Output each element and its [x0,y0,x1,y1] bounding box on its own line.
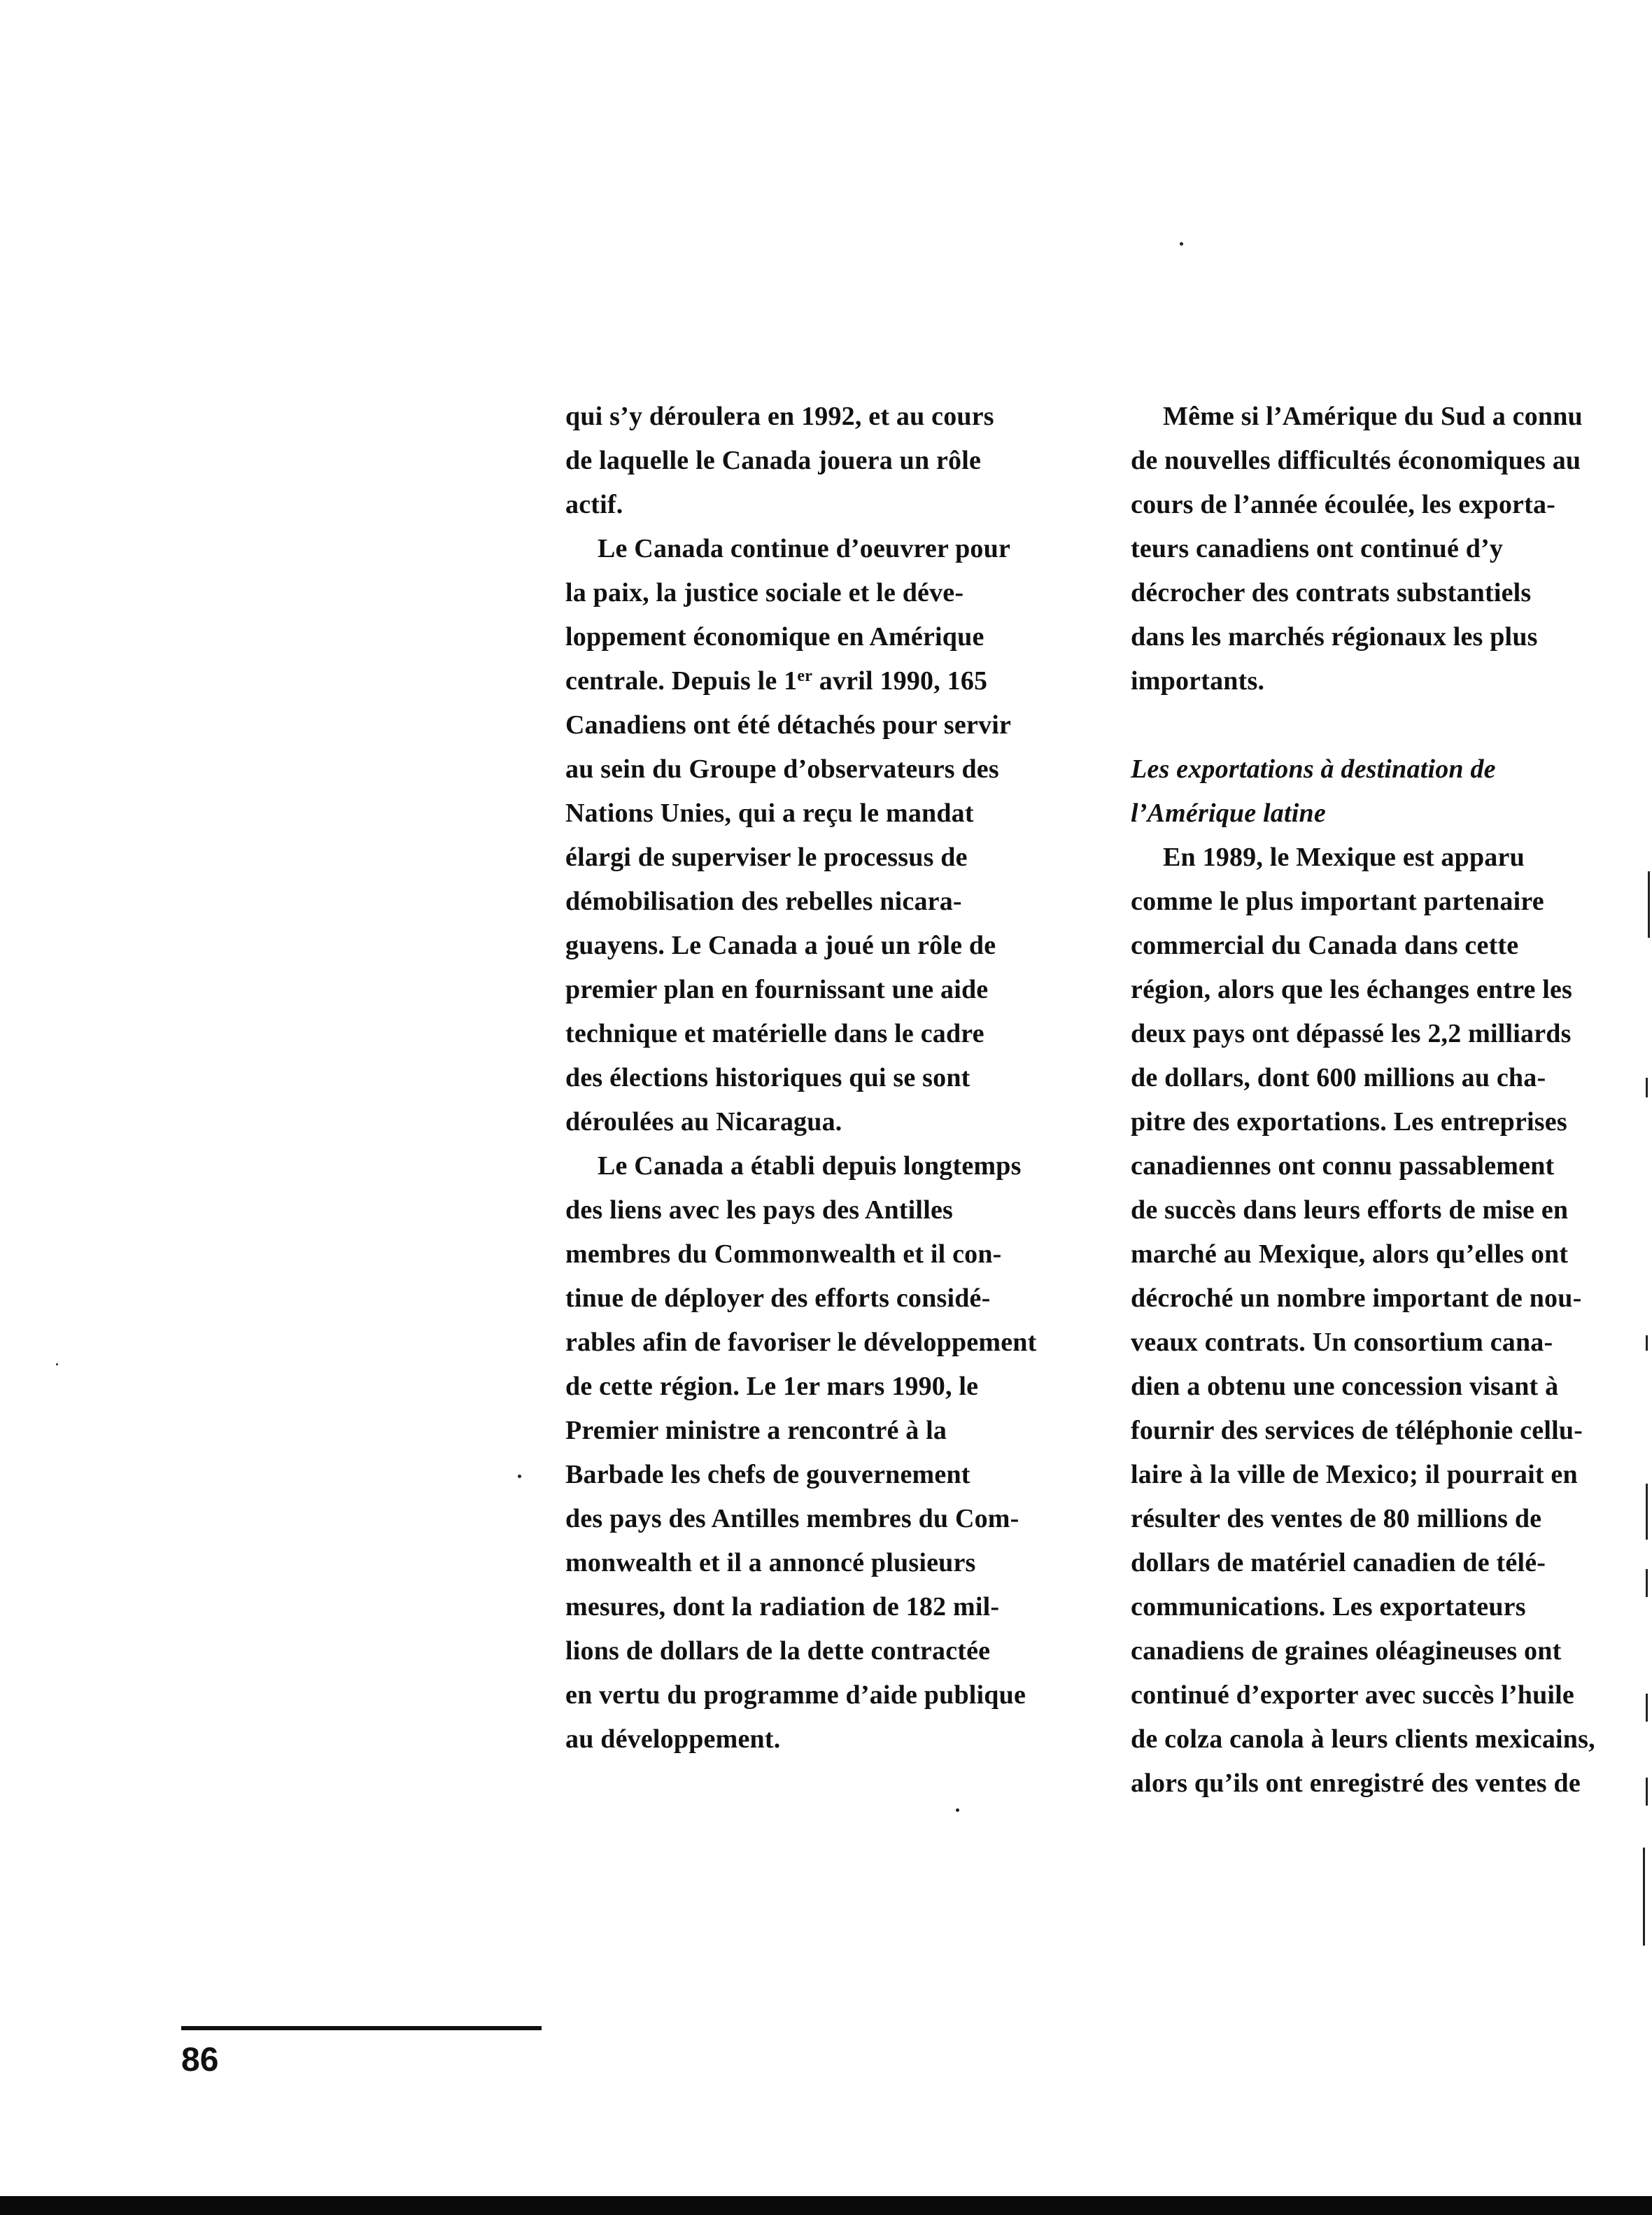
scan-edge-mark [1646,1569,1648,1597]
scan-speck [56,1363,58,1365]
text-line: Premier ministre a rencontré à la [565,1416,947,1445]
text-line: pitre des exportations. Les entreprises [1131,1107,1567,1137]
text-line: de nouvelles difficultés économiques au [1131,446,1581,475]
text-line: canadiens de graines oléagineuses ont [1131,1636,1562,1666]
text-line: loppement économique en Amérique [565,622,984,652]
text-line: des pays des Antilles membres du Com- [565,1504,1019,1533]
scan-bottom-border [0,2196,1652,2215]
text-line: laire à la ville de Mexico; il pourrait en [1131,1460,1578,1489]
text-line: tinue de déployer des efforts considé- [565,1284,991,1313]
text-line: Canadiens ont été détachés pour servir [565,710,1012,740]
scan-edge-mark [1643,1848,1645,1946]
scan-edge-mark [1646,1078,1648,1097]
text-line: veaux contrats. Un consortium cana- [1131,1328,1553,1357]
text-fragment: centrale. Depuis le 1 [565,666,798,696]
scan-edge-mark [1646,1335,1648,1351]
scan-speck [1180,242,1183,246]
text-line: la paix, la justice sociale et le déve- [565,578,964,607]
text-line: guayens. Le Canada a joué un rôle de [565,931,996,960]
text-line: région, alors que les échanges entre les [1131,975,1573,1004]
text-line: en vertu du programme d’aide publique [565,1680,1026,1710]
text-line: comme le plus important partenaire [1131,887,1544,916]
right-text-column [1131,395,1645,1806]
text-line: de colza canola à leurs clients mexicains, [1131,1724,1595,1754]
text-line: des liens avec les pays des Antilles [565,1195,954,1225]
text-line: dien a obtenu une concession visant à [1131,1372,1559,1401]
text-line: dans les marchés régionaux les plus [1131,622,1538,652]
text-line: canadiennes ont connu passablement [1131,1151,1555,1181]
scan-speck [518,1475,521,1478]
text-line: deux pays ont dépassé les 2,2 milliards [1131,1019,1572,1048]
section-heading-line: Les exportations à destination de [1131,754,1496,784]
text-line: technique et matérielle dans le cadre [565,1019,984,1048]
text-line: qui s’y déroulera en 1992, et au cours [565,402,994,431]
text-line: élargi de superviser le processus de [565,843,968,872]
paragraph-start-line: Même si l’Amérique du Sud a connu [1163,402,1583,431]
text-line: décroché un nombre important de nou- [1131,1284,1582,1313]
scan-edge-mark [1648,871,1650,938]
paragraph-start-line: En 1989, le Mexique est apparu [1163,843,1525,872]
text-line: lions de dollars de la dette contractée [565,1636,991,1666]
scan-edge-mark [1646,1484,1648,1540]
text-line: monwealth et il a annoncé plusieurs [565,1548,976,1577]
ordinal-superscript: er [797,667,813,686]
text-line: de cette région. Le 1er mars 1990, le [565,1372,979,1401]
text-line: Nations Unies, qui a reçu le mandat [565,799,974,828]
text-fragment: avril 1990, 165 [812,666,988,696]
text-line: décrocher des contrats substantiels [1131,578,1532,607]
text-line: fournir des services de téléphonie cellu- [1131,1416,1583,1445]
text-line: premier plan en fournissant une aide [565,975,989,1004]
section-heading-line: l’Amérique latine [1131,799,1326,828]
text-line: déroulées au Nicaragua. [565,1107,842,1137]
text-line: de dollars, dont 600 millions au cha- [1131,1063,1546,1092]
text-line: cours de l’année écoulée, les exporta- [1131,490,1556,519]
text-line: communications. Les exportateurs [1131,1592,1526,1622]
text-line: continué d’exporter avec succès l’huile [1131,1680,1575,1710]
scan-speck [956,1808,959,1812]
text-line: rables afin de favoriser le développement [565,1328,1037,1357]
scan-edge-mark [1646,1778,1648,1806]
left-text-column [565,395,1069,1762]
text-line: importants. [1131,666,1265,696]
text-line: actif. [565,490,623,519]
page-number: 86 [181,2041,219,2079]
text-line: alors qu’ils ont enregistré des ventes de [1131,1769,1581,1798]
scan-edge-mark [1646,1694,1648,1722]
paragraph-start-line: Le Canada a établi depuis longtemps [598,1151,1022,1181]
text-line: marché au Mexique, alors qu’elles ont [1131,1239,1569,1269]
text-line: dollars de matériel canadien de télé- [1131,1548,1546,1577]
text-line: de laquelle le Canada jouera un rôle [565,446,982,475]
footer-rule [181,2026,542,2030]
paragraph-start-line: Le Canada continue d’oeuvrer pour [598,534,1011,563]
text-line: des élections historiques qui se sont [565,1063,970,1092]
text-line: commercial du Canada dans cette [1131,931,1519,960]
text-line: au développement. [565,1724,781,1754]
text-line: de succès dans leurs efforts de mise en [1131,1195,1569,1225]
text-line: démobilisation des rebelles nicara- [565,887,962,916]
text-line: au sein du Groupe d’observateurs des [565,754,999,784]
section-spacer [1131,703,1645,747]
text-line: résulter des ventes de 80 millions de [1131,1504,1542,1533]
text-line: membres du Commonwealth et il con- [565,1239,1002,1269]
text-line: mesures, dont la radiation de 182 mil- [565,1592,1000,1622]
text-line-with-superscript [565,659,1069,703]
text-line: teurs canadiens ont continué d’y [1131,534,1504,563]
text-line: Barbade les chefs de gouvernement [565,1460,970,1489]
